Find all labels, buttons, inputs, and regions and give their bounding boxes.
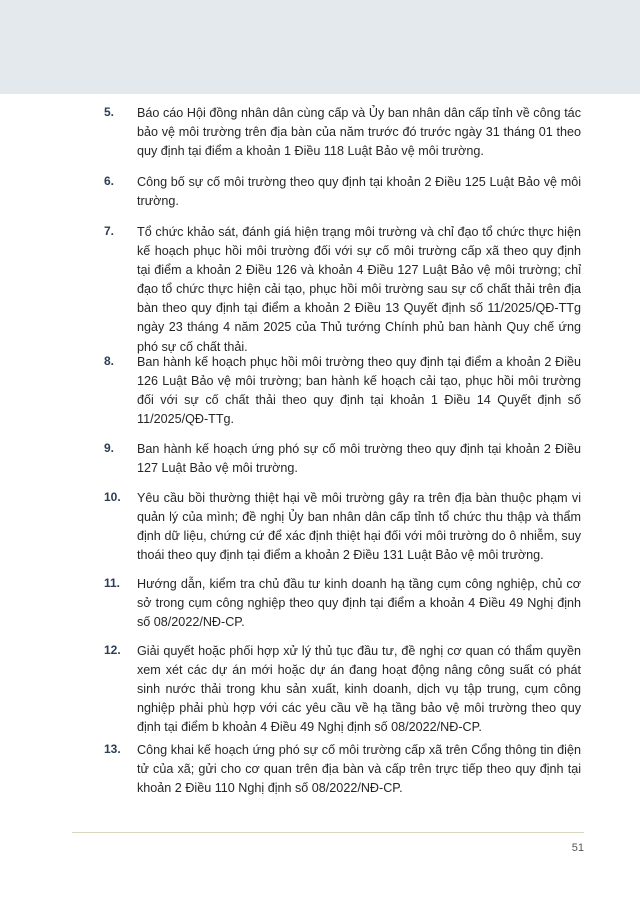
footer-rule xyxy=(72,832,584,833)
item-text: Tổ chức khảo sát, đánh giá hiện trạng môi trường và chỉ đạo tổ chức thực hiện kế hoạch phục hồi môi trường đối với sự cố môi trường cấp xã theo quy định tại điểm a khoản 2 Điều 126 và khoản 4 Điều 127 Luật Bảo vệ môi trường; chỉ đạo tổ chức thực hiện cải tạo, phục hồi môi trường sau sự cố chất thải trên địa bàn theo quy định tại điểm a khoản 2 Điều 13 Quyết định số 11/2025/QĐ-TTg ngày 23 tháng 4 năm 2025 của Thủ tướng Chính phủ ban hành Quy chế ứng phó sự cố chất thải. xyxy=(137,225,581,354)
item-number: 13. xyxy=(104,742,121,756)
item-number: 5. xyxy=(104,105,115,119)
item-number: 10. xyxy=(104,490,121,504)
item-text: Báo cáo Hội đồng nhân dân cùng cấp và Ủy ban nhân dân cấp tỉnh về công tác bảo vệ môi trường trên địa bàn của năm trước đó trước ngày 31 tháng 01 theo quy định tại điểm a khoản 1 Điều 118 Luật Bảo vệ môi trường. xyxy=(137,106,581,159)
item-text: Công khai kế hoạch ứng phó sự cố môi trường cấp xã trên Cổng thông tin điện tử của xã; gửi cho cơ quan trên địa bàn và cấp trên trực tiếp theo quy định tại khoản 2 Điều 110 Nghị định số 08/2022/NĐ-CP. xyxy=(137,743,581,796)
item-number: 11. xyxy=(104,576,121,590)
item-text: Ban hành kế hoạch ứng phó sự cố môi trường theo quy định tại khoản 2 Điều 127 Luật Bảo vệ môi trường. xyxy=(137,442,581,476)
item-text: Yêu cầu bồi thường thiệt hại về môi trường gây ra trên địa bàn thuộc phạm vi quản lý của mình; đề nghị Ủy ban nhân dân cấp tỉnh tổ chức thu thập và thẩm định dữ liệu, chứng cứ để xác định thiệt hại đối với môi trường do ô nhiễm, suy thoái theo quy định tại điểm a khoản 2 Điều 131 Luật Bảo vệ môi trường. xyxy=(137,491,581,563)
item-text: Ban hành kế hoạch phục hồi môi trường theo quy định tại điểm a khoản 2 Điều 126 Luật Bảo vệ môi trường; ban hành kế hoạch cải tạo, phục hồi môi trường đối với sự cố chất thải theo quy định tại khoản 1 Điều 14 Quyết định số 11/2025/QĐ-TTg. xyxy=(137,355,581,427)
item-number: 12. xyxy=(104,643,121,657)
item-number: 7. xyxy=(104,224,115,238)
item-text: Giải quyết hoặc phối hợp xử lý thủ tục đầu tư, đề nghị cơ quan có thẩm quyền xem xét các dự án mới hoặc dự án đang hoạt động nâng công suất có phát sinh nước thải trong khu sản xuất, kinh doanh, dịch vụ tập trung, cụm công nghiệp phải phù hợp với các yêu cầu về hạ tầng bảo vệ môi trường theo quy định tại điểm b khoản 4 Điều 49 Nghị định số 08/2022/NĐ-CP. xyxy=(137,644,581,735)
item-text: Công bố sự cố môi trường theo quy định tại khoản 2 Điều 125 Luật Bảo vệ môi trường. xyxy=(137,175,581,209)
item-number: 6. xyxy=(104,174,115,188)
page-number: 51 xyxy=(571,842,584,854)
item-number: 8. xyxy=(104,354,115,368)
item-text: Hướng dẫn, kiểm tra chủ đầu tư kinh doanh hạ tầng cụm công nghiệp, chủ cơ sở trong cụm công nghiệp theo quy định tại điểm a khoản 4 Điều 49 Nghị định số 08/2022/NĐ-CP. xyxy=(137,577,581,630)
header-band xyxy=(0,0,640,94)
item-number: 9. xyxy=(104,441,115,455)
